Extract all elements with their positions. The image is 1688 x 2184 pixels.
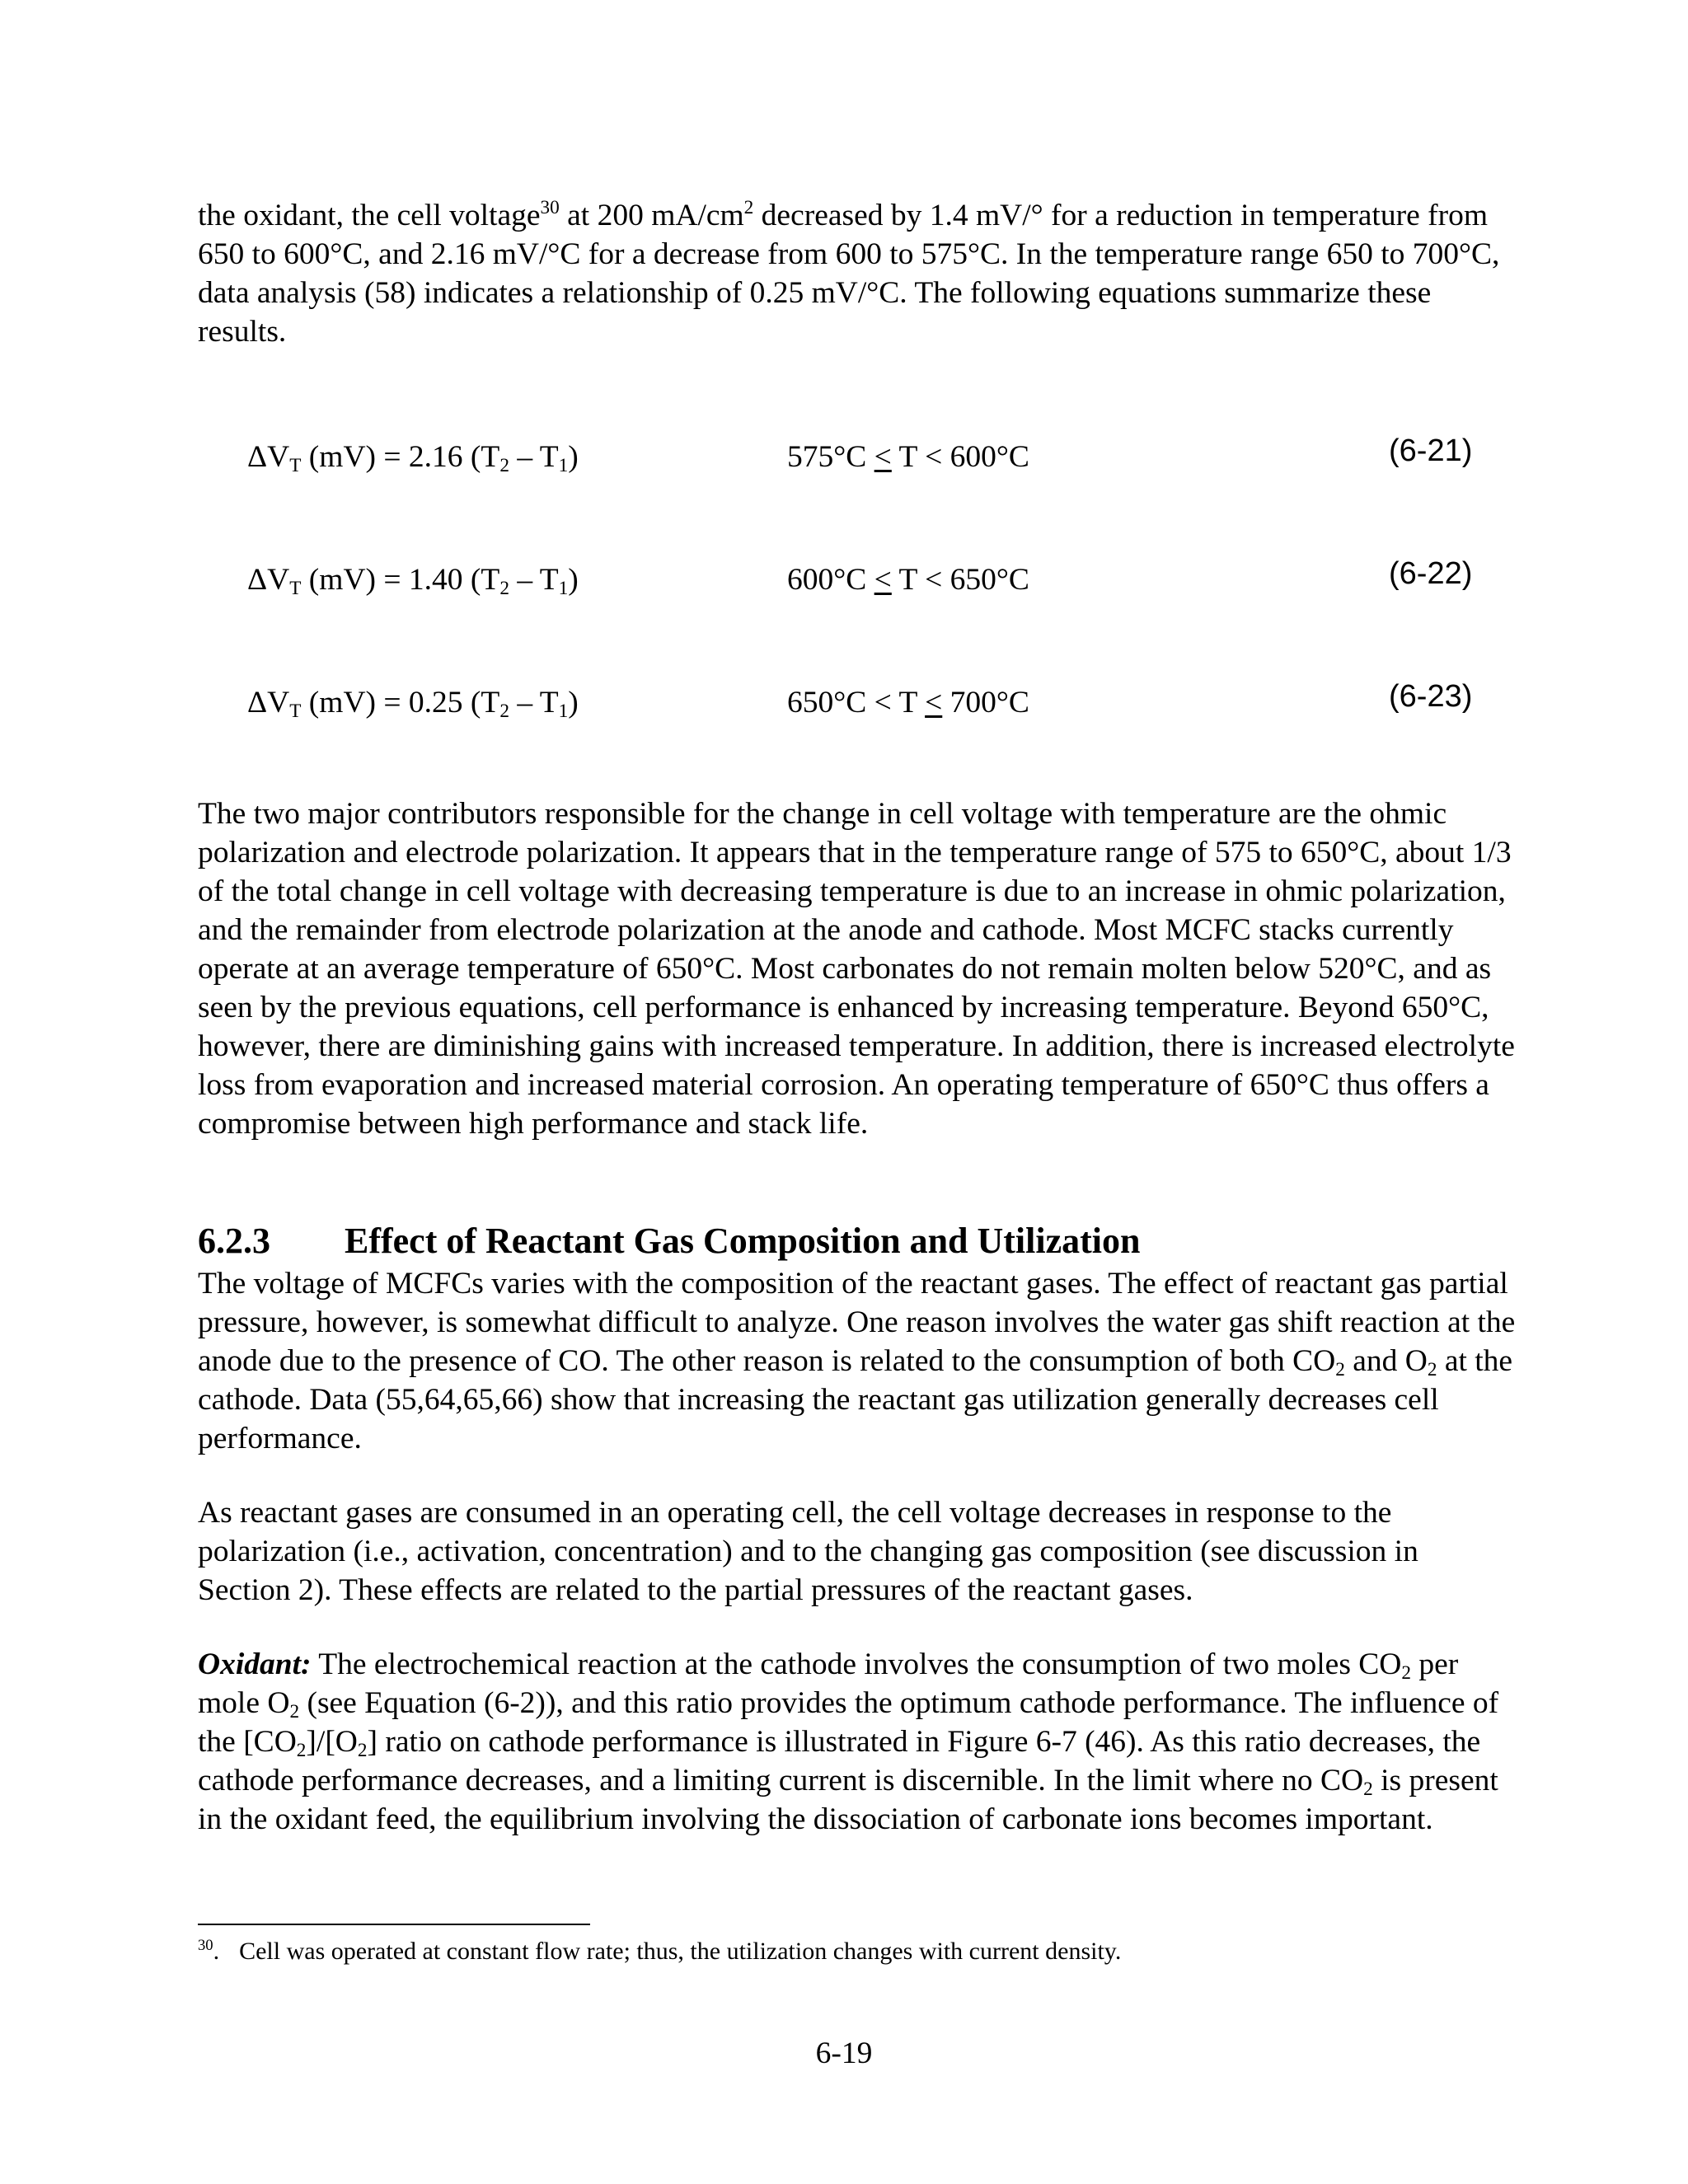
section-heading — [198, 1218, 1517, 1264]
footnote: $^{30}$. Cell was operated at constant flow rate; thus, the utilization changes with current density. — [198, 1936, 1122, 1965]
footnote-divider — [198, 1924, 590, 1925]
footnote-reference: 30 — [540, 197, 560, 219]
equation-number: (6-23) — [1389, 679, 1473, 714]
equation-number: (6-22) — [1389, 556, 1473, 591]
superscript-2: 2 — [743, 197, 754, 219]
section-title: Effect of Reactant Gas Composition and Utilization — [345, 1221, 1141, 1261]
equation-lhs: $\Delta V_T$ (mV) = 2.16 $(T_2 - T_1)$ — [247, 440, 579, 476]
consumed-paragraph: As reactant gases are consumed in an operating cell, the cell voltage decreases in response to the polarization (i.e., activation, concentration) and to the changing gas composition (see discussion in Section 2). These effects are related to the partial pressures of the reactant gases. — [198, 1496, 1418, 1607]
equation-lhs: $\Delta V_T$ (mV) = 0.25 $(T_2 - T_1)$ — [247, 686, 579, 722]
equation-range: 600°C < T < 650°C — [787, 563, 1029, 597]
equation-lhs: $\Delta V_T$ (mV) = 1.40 $(T_2 - T_1)$ — [247, 563, 579, 599]
intro-text-2: at 200 mA/cm — [559, 199, 744, 232]
oxidant-label: Oxidant: — [198, 1647, 312, 1681]
contributors-paragraph: The two major contributors responsible for the change in cell voltage with temperature are the ohmic polarization and electrode polarization. It appears that in the temperature range of 575 to 650°C, about 1/3 of the total change in cell voltage with decreasing temperature is due to an increase in ohmic polarization, and the remainder from electrode polarization at the anode and cathode. Most MCFC stacks currently operate at an average temperature of 650°C. Most carbonates do not remain molten below 520°C, and as seen by the previous equations, cell performance is enhanced by increasing temperature. Beyond 650°C, however, there are diminishing gains with increased temperature. In addition, there is increased electrolyte loss from evaporation and increased material corrosion. An operating temperature of 650°C thus offers a compromise between high performance and stack life. — [198, 797, 1515, 1141]
footnote-text: Cell was operated at constant flow rate; thus, the utilization changes with current density. — [239, 1938, 1122, 1965]
equation-range: 575°C < T < 600°C — [787, 440, 1029, 474]
equation-6-22 — [0, 556, 1688, 609]
oxidant-paragraph: Oxidant: The electrochemical reaction at the cathode involves the consumption of two moles $CO_2$ per mole $O_2$ (see Equation (6-2)), and this ratio provides the optimum cathode performance. The influence of the $[CO_2]/[O_2]$ ratio on cathode performance is illustrated in Figure 6-7 (46). As this ratio decreases, the cathode performance decreases, and a limiting current is discernible. In the limit where no $CO_2$ is present in the oxidant feed, the equilibrium involving the dissociation of carbonate ions becomes important. — [198, 1647, 1499, 1836]
intro-text-1: the oxidant, the cell voltage — [198, 199, 541, 232]
equation-6-21 — [0, 434, 1688, 486]
equation-number: (6-21) — [1389, 434, 1473, 468]
voltage-paragraph: The voltage of MCFCs varies with the composition of the reactant gases. The effect of reactant gas partial pressure, however, is somewhat difficult to analyze. One reason involves the water gas shift reaction at the anode due to the presence of CO. The other reason is related to the consumption of both $CO_2$ and $O_2$ at the cathode. Data (55,64,65,66) show that increasing the reactant gas utilization generally decreases cell performance. — [198, 1267, 1516, 1455]
equation-6-23 — [0, 679, 1688, 732]
equation-range: 650°C < T < 700°C — [787, 686, 1029, 719]
intro-paragraph — [198, 196, 1517, 351]
footnote-mark: 30 — [198, 1936, 213, 1954]
intro-text-3: decreased by 1.4 mV/° for a reduction in temperature from 650 to 600°C, and 2.16 mV/°C for a decrease from 600 to 575°C. In the temperature range 650 to 700°C, data analysis (58) indicates a relationship of 0.25 mV/°C. The following equations summarize these results. — [198, 199, 1500, 349]
page-number: 6-19 — [815, 2036, 873, 2070]
section-number: 6.2.3 — [198, 1221, 270, 1261]
